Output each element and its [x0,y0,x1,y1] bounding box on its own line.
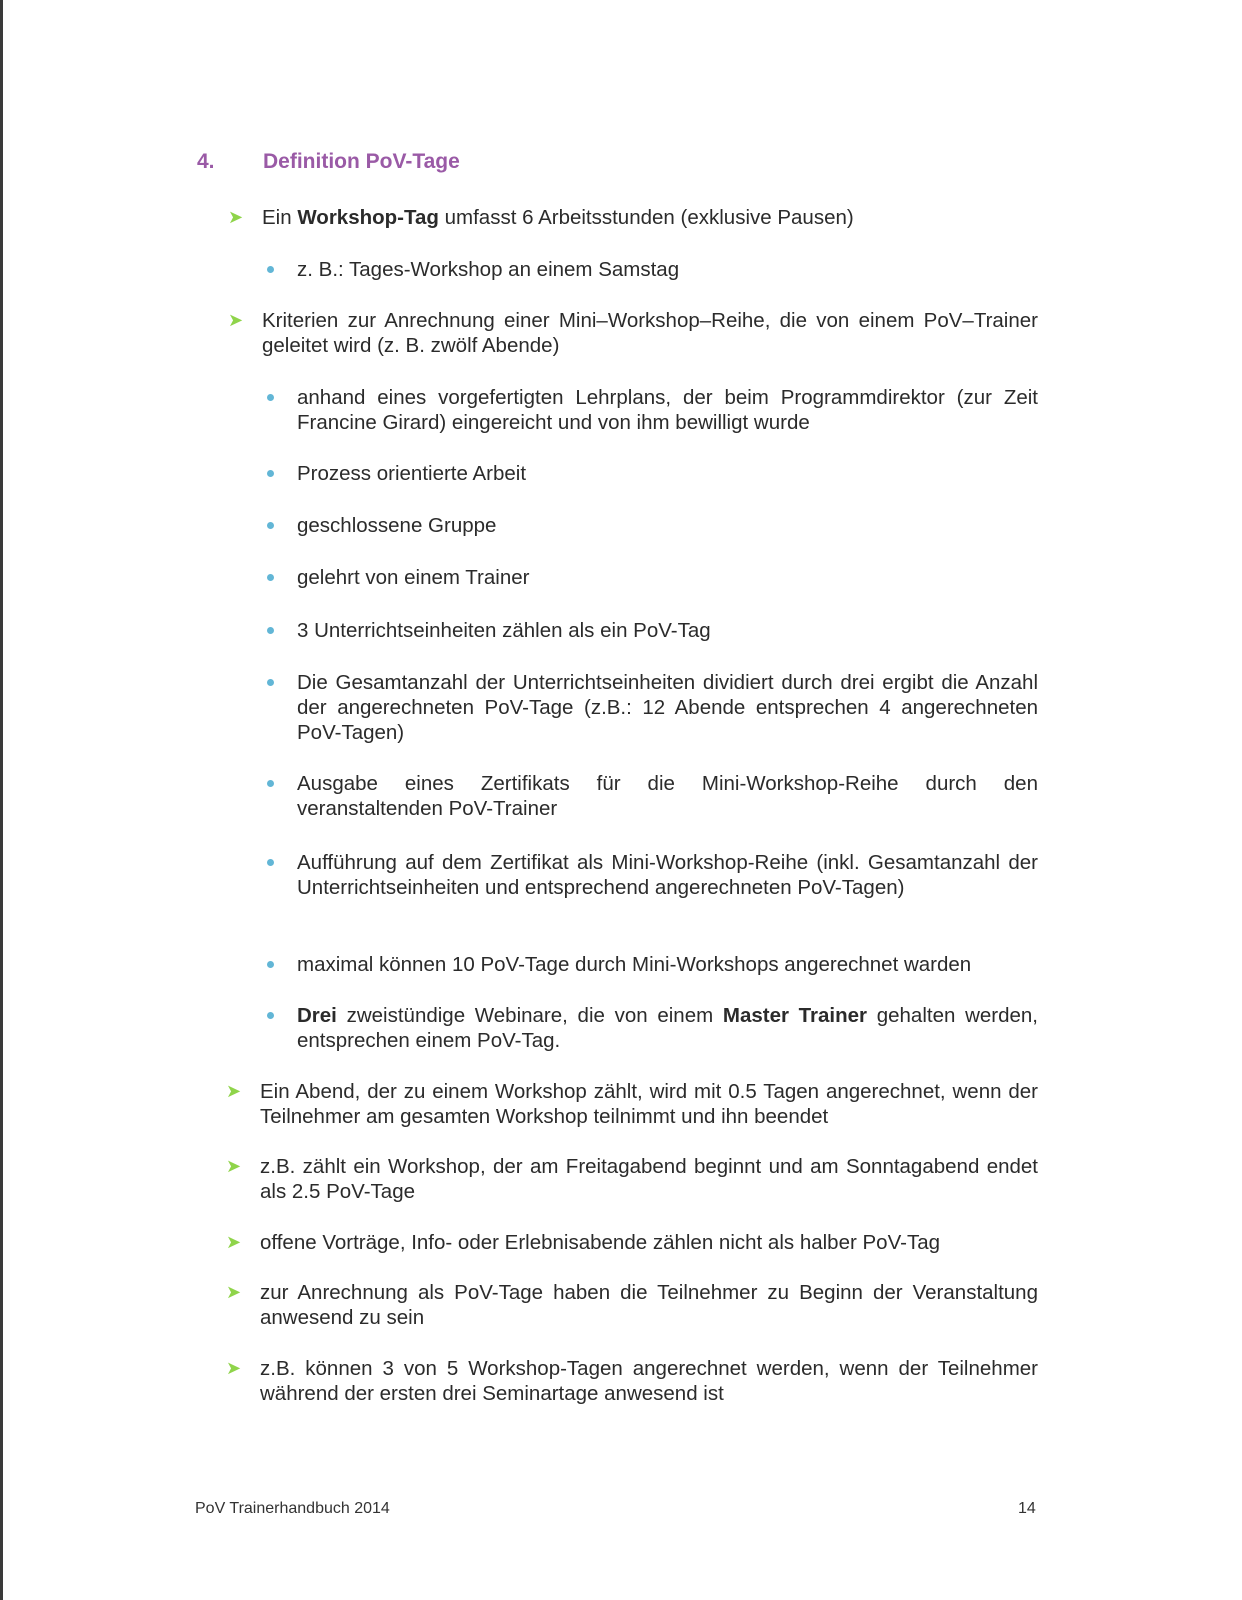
list-item: ➤ z.B. können 3 von 5 Workshop-Tagen angerechnet werden, wenn der Teilnehmer während der ersten drei Seminartage anwesend ist [226,1357,1038,1405]
footer-title: PoV Trainerhandbuch 2014 [195,1500,390,1517]
dot-bullet-icon [267,859,274,866]
list-item: ➤ Ein Abend, der zu einem Workshop zählt, wird mit 0.5 Tagen angerechnet, wenn der Teilnehmer am gesamten Workshop teilnimmt und ihn beendet [226,1080,1038,1128]
dot-bullet-icon [267,961,274,968]
list-item: ➤ zur Anrechnung als PoV-Tage haben die Teilnehmer zu Beginn der Veranstaltung anwesend zu sein [226,1281,1038,1329]
list-item: Die Gesamtanzahl der Unterrichtseinheiten dividiert durch drei ergibt die Anzahl der angerechneten PoV-Tage (z.B.: 12 Abende entsprechen 4 angerechneten PoV-Tagen) [297,670,1038,745]
dot-bullet-icon [267,266,274,273]
list-item: 3 Unterrichtseinheiten zählen als ein PoV-Tag [297,618,1038,643]
list-item: ➤ offene Vorträge, Info- oder Erlebnisabende zählen nicht als halber PoV-Tag [226,1231,940,1254]
dot-bullet-icon [267,627,274,634]
arrow-bullet-icon: ➤ [228,207,244,227]
arrow-bullet-icon: ➤ [226,1232,242,1252]
list-item: ➤ Ein Workshop-Tag umfasst 6 Arbeitsstunden (exklusive Pausen) [228,206,854,229]
arrow-bullet-icon: ➤ [228,310,244,330]
list-item: ➤ z.B. zählt ein Workshop, der am Freitagabend beginnt und am Sonntagabend endet als 2.5 PoV-Tage [226,1155,1038,1203]
dot-bullet-icon [267,1012,274,1019]
section-number: 4. [197,150,215,173]
dot-bullet-icon [267,470,274,477]
dot-bullet-icon [267,679,274,686]
list-item: gelehrt von einem Trainer [297,565,1038,590]
list-item: maximal können 10 PoV-Tage durch Mini-Workshops angerechnet warden [297,952,1038,977]
list-item: Aufführung auf dem Zertifikat als Mini-Workshop-Reihe (inkl. Gesamtanzahl der Unterrichtseinheiten und entsprechend angerechneten PoV-Tagen) [297,850,1038,900]
list-item: anhand eines vorgefertigten Lehrplans, der beim Programmdirektor (zur Zeit Francine Girard) eingereicht und von ihm bewilligt wurde [297,385,1038,435]
list-item: ➤ Kriterien zur Anrechnung einer Mini–Workshop–Reihe, die von einem PoV–Trainer geleitet wird (z. B. zwölf Abende) [228,309,1038,357]
section-title: Definition PoV-Tage [263,150,460,173]
dot-bullet-icon [267,394,274,401]
arrow-bullet-icon: ➤ [226,1156,242,1176]
section-heading [197,150,460,174]
list-item: z. B.: Tages-Workshop an einem Samstag [297,257,1038,282]
dot-bullet-icon [267,780,274,787]
page-number: 14 [1018,1500,1036,1517]
scan-edge [0,0,3,1600]
arrow-bullet-icon: ➤ [226,1282,242,1302]
dot-bullet-icon [267,574,274,581]
list-item: Drei zweistündige Webinare, die von einem Master Trainer gehalten werden, entsprechen einem PoV-Tag. [297,1003,1038,1053]
list-item: geschlossene Gruppe [297,513,1038,538]
dot-bullet-icon [267,522,274,529]
arrow-bullet-icon: ➤ [226,1081,242,1101]
list-item: Ausgabe eines Zertifikats für die Mini-Workshop-Reihe durch den veranstaltenden PoV-Trainer [297,771,1038,821]
arrow-bullet-icon: ➤ [226,1358,242,1378]
list-item: Prozess orientierte Arbeit [297,461,1038,486]
